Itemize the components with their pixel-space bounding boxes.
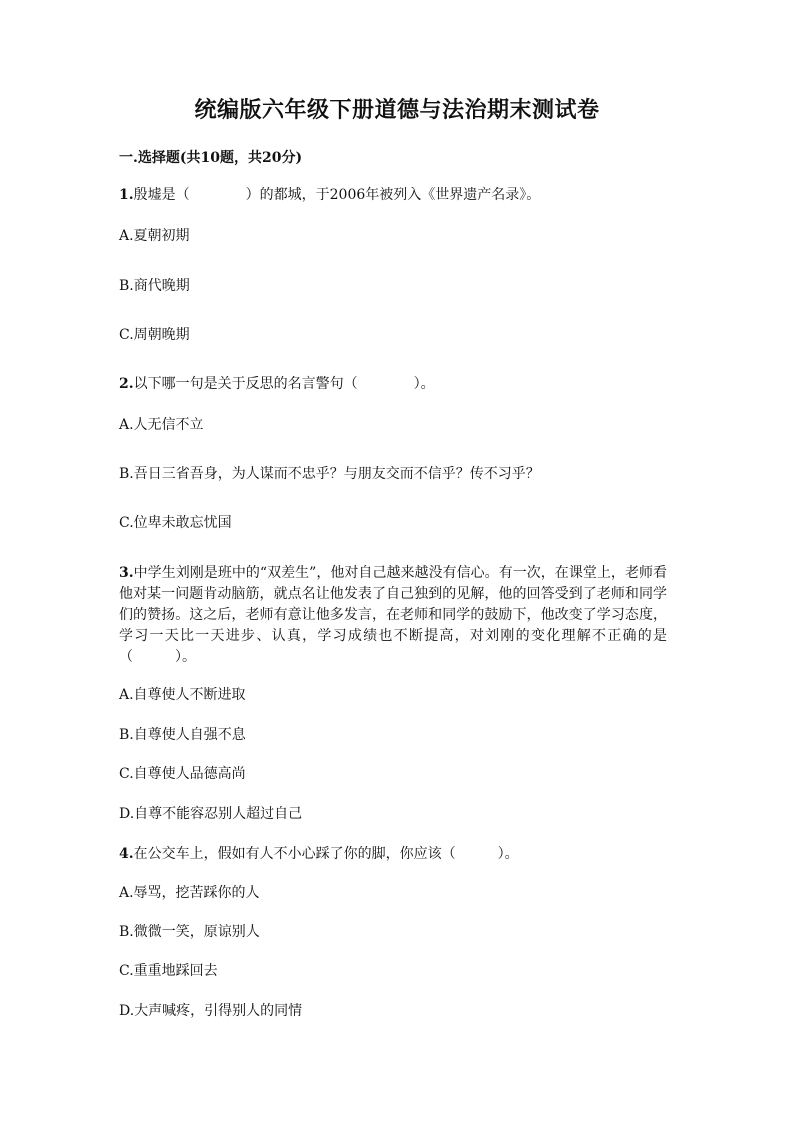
question-text: 以下哪一句是关于反思的名言警句（ ）。 bbox=[133, 376, 435, 392]
section-heading: 一.选择题(共10题，共20分) bbox=[119, 150, 303, 166]
option-3d: D.自尊不能容忍别人超过自己 bbox=[119, 806, 303, 822]
option-1c: C.周朝晚期 bbox=[119, 327, 190, 343]
question-number: 3. bbox=[119, 565, 134, 581]
option-2b: B.吾日三省吾身，为人谋而不忠乎？与朋友交而不信乎？传不习乎？ bbox=[119, 466, 540, 482]
option-4a: A.辱骂，挖苦踩你的人 bbox=[119, 885, 260, 901]
option-1b: B.商代晚期 bbox=[119, 278, 190, 294]
option-4d: D.大声喊疼，引得别人的同情 bbox=[119, 1003, 303, 1019]
question-number: 2. bbox=[119, 376, 134, 392]
question-number: 1. bbox=[119, 187, 134, 203]
question-2 bbox=[119, 374, 435, 394]
option-2a: A.人无信不立 bbox=[119, 417, 204, 433]
option-4b: B.微微一笑，原谅别人 bbox=[119, 924, 260, 940]
question-text: 在公交车上，假如有人不小心踩了你的脚，你应该（ ）。 bbox=[133, 846, 519, 862]
question-text: 中学生刘刚是班中的“双差生”，他对自己越来越没有信心。有一次，在课堂上，老师看他对某一问题肯动脑筋，就点名让他发表了自己独到的见解，他的回答受到了老师和同学们的赞扬。这之后，老师有意让他多发言，在老师和同学的鼓励下，他改变了学习态度，学习一天比一天进步、认真，学习成绩也不断提高，对刘刚的变化理解不正确的是（ ）。 bbox=[119, 565, 667, 665]
option-3a: A.自尊使人不断进取 bbox=[119, 687, 246, 703]
page-title: 统编版六年级下册道德与法治期末测试卷 bbox=[194, 97, 600, 123]
question-1 bbox=[119, 185, 540, 205]
option-3c: C.自尊使人品德高尚 bbox=[119, 766, 246, 782]
question-number: 4. bbox=[119, 846, 134, 862]
option-2c: C.位卑未敢忘忧国 bbox=[119, 515, 232, 531]
option-4c: C.重重地踩回去 bbox=[119, 963, 218, 979]
option-1a: A.夏朝初期 bbox=[119, 228, 190, 244]
option-3b: B.自尊使人自强不息 bbox=[119, 727, 246, 743]
question-4 bbox=[119, 844, 519, 864]
question-text: 殷墟是（ ）的都城，于2006年被列入《世界遗产名录》。 bbox=[133, 187, 541, 203]
question-3 bbox=[119, 563, 667, 668]
